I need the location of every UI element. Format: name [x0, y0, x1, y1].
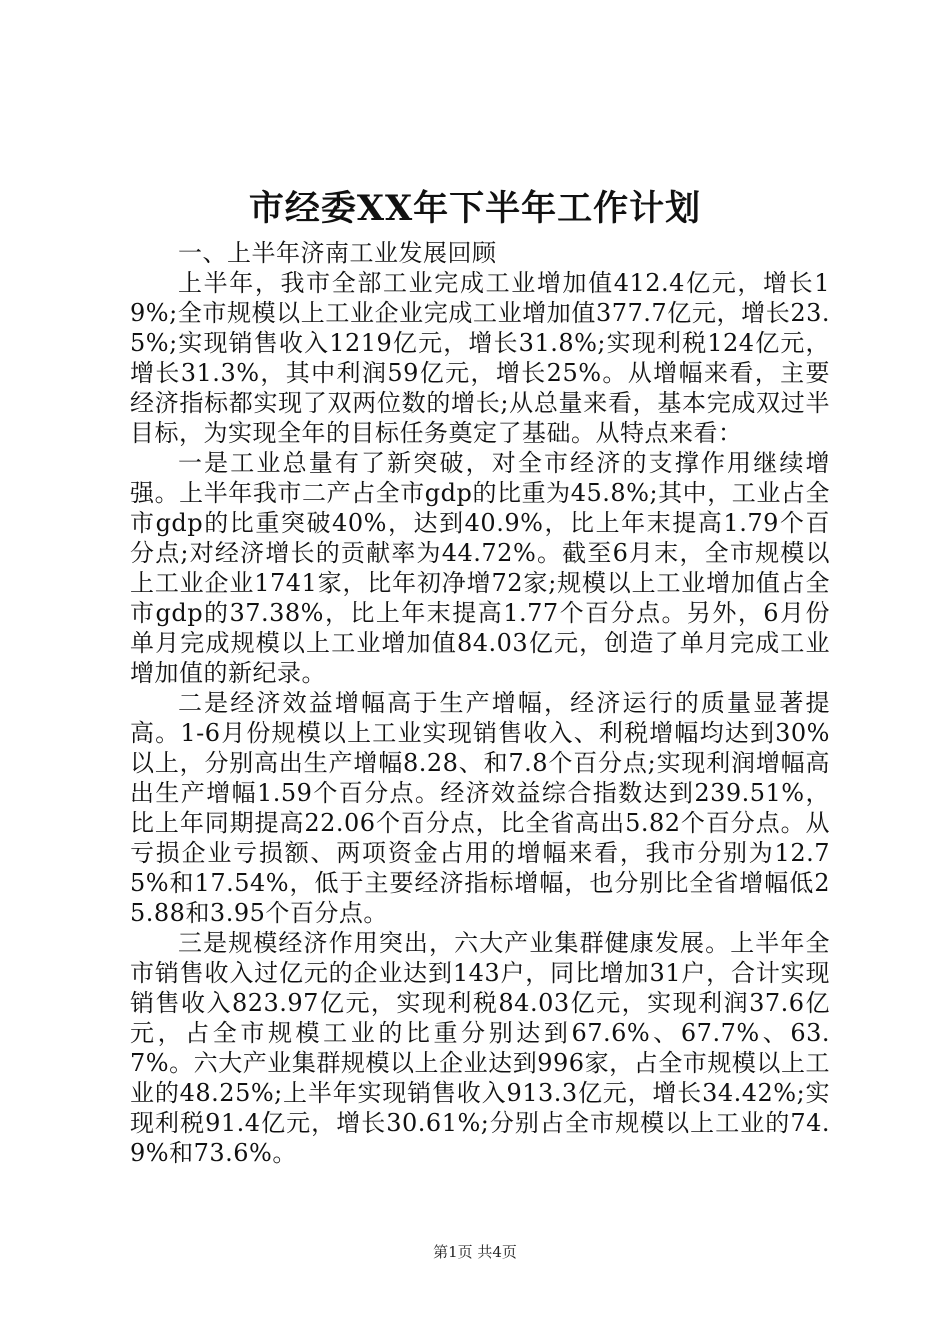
- page-footer: 第1页 共4页: [433, 1243, 517, 1261]
- section-heading: 一、上半年济南工业发展回顾: [178, 239, 497, 267]
- document-body: [130, 238, 830, 1168]
- paragraph-point-one: 一是工业总量有了新突破，对全市经济的支撑作用继续增强。上半年我市二产占全市gdp的比重为45.8%;其中，工业占全市gdp的比重突破40%，达到40.9%，比上年末提高1.79个百分点;对经济增长的贡献率为44.72%。截至6月末，全市规模以上工业企业1741家，比年初净增72家;规模以上工业增加值占全市gdp的37.38%，比上年末提高1.77个百分点。另外，6月份单月完成规模以上工业增加值84.03亿元，创造了单月完成工业增加值的新纪录。: [130, 449, 830, 687]
- paragraph-point-two: 二是经济效益增幅高于生产增幅，经济运行的质量显著提高。1-6月份规模以上工业实现销售收入、利税增幅均达到30%以上，分别高出生产增幅8.28、和7.8个百分点;实现利润增幅高出生产增幅1.59个百分点。经济效益综合指数达到239.51%，比上年同期提高22.06个百分点，比全省高出5.82个百分点。从亏损企业亏损额、两项资金占用的增幅来看，我市分别为12.75%和17.54%，低于主要经济指标增幅，也分别比全省增幅低25.88和3.95个百分点。: [130, 689, 830, 927]
- document-title: 市经委XX年下半年工作计划: [248, 188, 702, 229]
- paragraph-point-three: 三是规模经济作用突出，六大产业集群健康发展。上半年全市销售收入过亿元的企业达到143户，同比增加31户，合计实现销售收入823.97亿元，实现利税84.03亿元，实现利润37.6亿元，占全市规模工业的比重分别达到67.6%、67.7%、63.7%。六大产业集群规模以上企业达到996家，占全市规模以上工业的48.25%;上半年实现销售收入913.3亿元，增长34.42%;实现利税91.4亿元，增长30.61%;分别占全市规模以上工业的74.9%和73.6%。: [130, 929, 830, 1167]
- paragraph-overview: 上半年，我市全部工业完成工业增加值412.4亿元，增长19%;全市规模以上工业企业完成工业增加值377.7亿元，增长23.5%;实现销售收入1219亿元，增长31.8%;实现利税124亿元，增长31.3%，其中利润59亿元，增长25%。从增幅来看，主要经济指标都实现了双两位数的增长;从总量来看，基本完成双过半目标，为实现全年的目标任务奠定了基础。从特点来看：: [130, 269, 830, 447]
